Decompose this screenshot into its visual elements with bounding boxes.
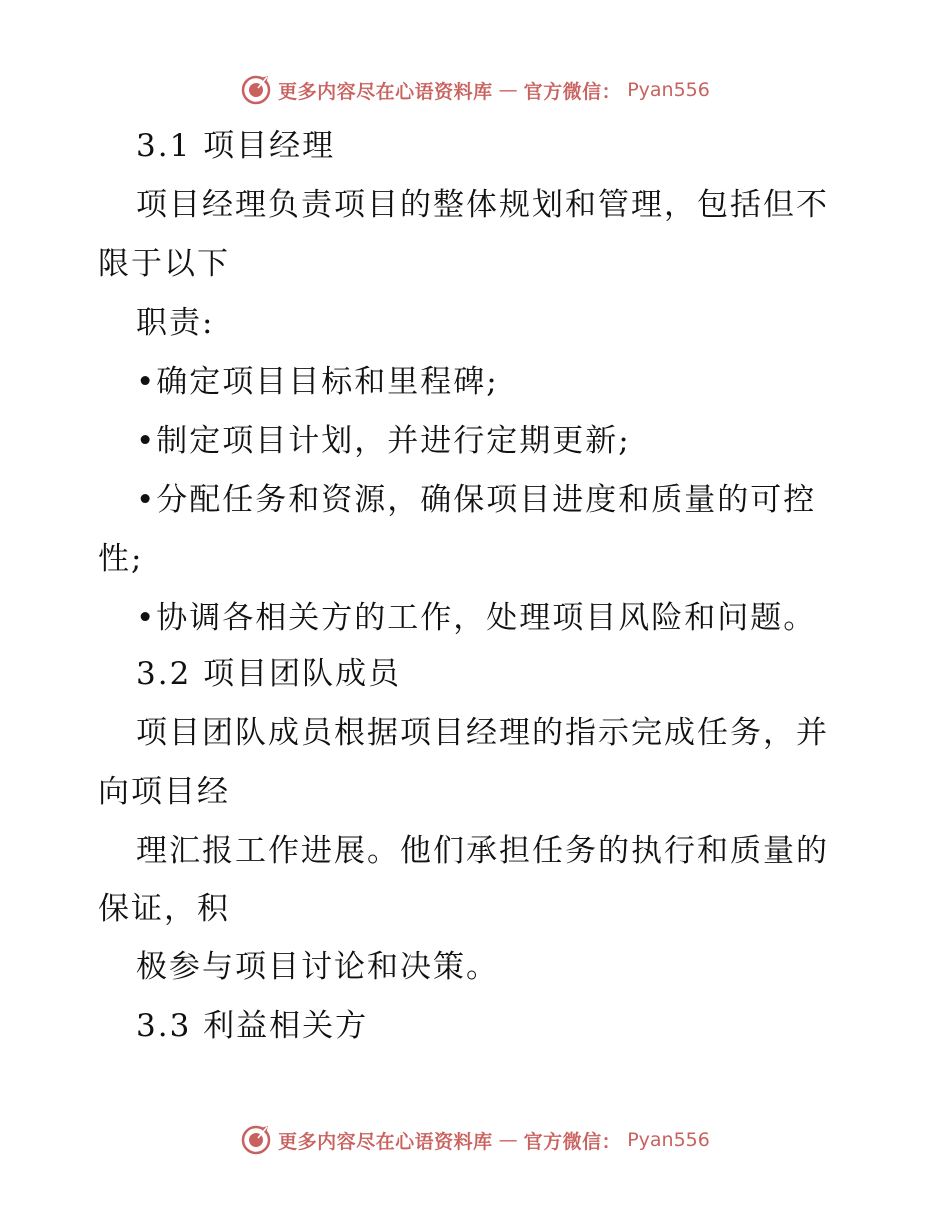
- paragraph-line: 职责:: [136, 305, 215, 341]
- bullet-item: •协调各相关方的工作，处理项目风险和问题。: [136, 600, 817, 636]
- pen-logo-icon: [240, 74, 272, 106]
- watermark-text: 更多内容尽在心语资料库: [278, 1130, 493, 1153]
- heading-3-1: 3.1 项目经理: [136, 128, 336, 164]
- bullet-item: •确定项目目标和里程碑;: [136, 364, 499, 400]
- paragraph-line: 项目经理负责项目的整体规划和管理，包括但不: [136, 187, 829, 223]
- watermark-label: 官方微信：: [523, 80, 622, 103]
- pen-logo-icon: [240, 1124, 272, 1156]
- paragraph-line: 保证，积: [98, 891, 230, 927]
- paragraph-line: 限于以下: [98, 246, 230, 282]
- paragraph-line: 项目团队成员根据项目经理的指示完成任务，并: [136, 715, 829, 751]
- paragraph-line: 理汇报工作进展。他们承担任务的执行和质量的: [136, 833, 829, 869]
- watermark-label: 官方微信：: [523, 1130, 622, 1153]
- watermark-id: Pyan556: [627, 79, 710, 101]
- paragraph-line: 向项目经: [98, 774, 230, 810]
- bullet-item: •分配任务和资源，确保项目进度和质量的可控: [136, 482, 817, 518]
- watermark-separator: —: [498, 79, 518, 101]
- footer-watermark: [0, 1120, 950, 1160]
- heading-3-3: 3.3 利益相关方: [136, 1008, 369, 1044]
- bullet-item-continuation: 性;: [98, 541, 144, 577]
- header-watermark: [0, 70, 950, 110]
- bullet-item: •制定项目计划，并进行定期更新;: [136, 423, 631, 459]
- watermark-text: 更多内容尽在心语资料库: [278, 80, 493, 103]
- watermark-id: Pyan556: [627, 1129, 710, 1151]
- heading-3-2: 3.2 项目团队成员: [136, 656, 402, 692]
- paragraph-line: 极参与项目讨论和决策。: [136, 949, 499, 985]
- watermark-separator: —: [498, 1129, 518, 1151]
